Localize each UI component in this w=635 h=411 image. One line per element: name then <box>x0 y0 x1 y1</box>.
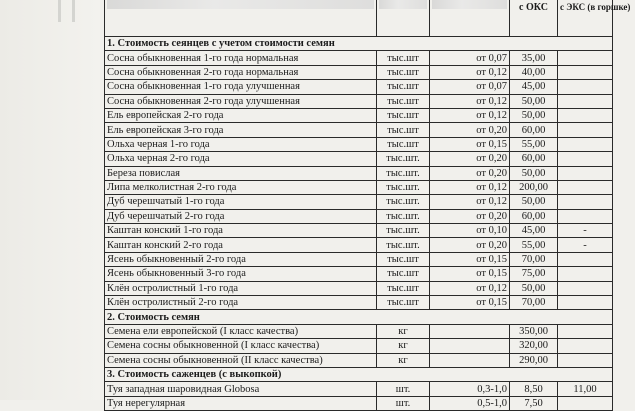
product-name-cell: Клён остролистный 2-го года <box>105 296 377 310</box>
table-row <box>105 65 613 79</box>
size-range-cell: от 0,15 <box>430 267 510 281</box>
price-cell: 320,00 <box>510 339 558 353</box>
unit-cell: тыс.шт. <box>377 166 430 180</box>
product-name-cell: Береза повислая <box>105 166 377 180</box>
size-range-cell <box>430 339 510 353</box>
price-cell: 50,00 <box>510 108 558 122</box>
table-row <box>105 252 613 266</box>
table-row <box>105 339 613 353</box>
price-with-pot-cell <box>558 339 613 353</box>
price-cell: 55,00 <box>510 238 558 252</box>
size-range-cell: от 0,20 <box>430 152 510 166</box>
section-title: 3. Стоимость саженцев (с выкопкой) <box>105 367 613 381</box>
product-name-cell: Сосна обыкновенная 2-го года нормальная <box>105 65 377 79</box>
price-with-pot-cell <box>558 324 613 338</box>
section-row <box>105 367 613 381</box>
price-cell: 50,00 <box>510 166 558 180</box>
price-cell: 60,00 <box>510 152 558 166</box>
price-with-pot-cell <box>558 195 613 209</box>
unit-cell: тыс.шт <box>377 51 430 65</box>
table-row <box>105 94 613 108</box>
size-range-cell: от 0,15 <box>430 252 510 266</box>
unit-cell: кг <box>377 339 430 353</box>
table-row <box>105 224 613 238</box>
unit-cell: тыс.шт <box>377 281 430 295</box>
price-cell: 200,00 <box>510 180 558 194</box>
price-cell: 8,50 <box>510 382 558 396</box>
table-row <box>105 353 613 367</box>
product-name-cell: Липа мелколистная 2-го года <box>105 180 377 194</box>
section-title: 2. Стоимость семян <box>105 310 613 324</box>
size-range-cell <box>430 353 510 367</box>
price-cell: 35,00 <box>510 51 558 65</box>
price-with-pot-cell <box>558 51 613 65</box>
table-row <box>105 180 613 194</box>
table-row <box>105 80 613 94</box>
price-cell: 7,50 <box>510 396 558 410</box>
unit-cell: тыс.шт. <box>377 209 430 223</box>
scan-artifact <box>72 0 75 22</box>
table-row <box>105 152 613 166</box>
price-cell: 50,00 <box>510 94 558 108</box>
product-name-cell: Семена ели европейской (I класс качества) <box>105 324 377 338</box>
price-with-pot-cell: - <box>558 224 613 238</box>
unit-cell: тыс.шт <box>377 80 430 94</box>
price-with-pot-cell <box>558 267 613 281</box>
product-name-cell: Клён остролистный 1-го года <box>105 281 377 295</box>
unit-cell: тыс.шт <box>377 267 430 281</box>
product-name-cell: Ель европейская 2-го года <box>105 108 377 122</box>
product-name-cell: Каштан конский 2-го года <box>105 238 377 252</box>
table-row <box>105 108 613 122</box>
product-name-cell: Сосна обыкновенная 2-го года улучшенная <box>105 94 377 108</box>
price-with-pot-cell <box>558 65 613 79</box>
size-range-cell: от 0,12 <box>430 108 510 122</box>
product-name-cell: Дуб черешчатый 1-го года <box>105 195 377 209</box>
unit-cell: тыс.шт. <box>377 152 430 166</box>
price-with-pot-cell <box>558 353 613 367</box>
unit-cell: шт. <box>377 396 430 410</box>
price-with-pot-cell <box>558 396 613 410</box>
size-range-cell: от 0,20 <box>430 123 510 137</box>
price-cell: 60,00 <box>510 123 558 137</box>
unit-cell: тыс.шт <box>377 123 430 137</box>
size-range-cell: от 0,12 <box>430 94 510 108</box>
price-with-pot-cell <box>558 123 613 137</box>
table-row <box>105 209 613 223</box>
table-row <box>105 166 613 180</box>
price-with-pot-cell <box>558 166 613 180</box>
unit-cell: тыс.шт. <box>377 195 430 209</box>
price-with-pot-cell <box>558 152 613 166</box>
unit-cell: тыс.шт <box>377 296 430 310</box>
size-range-cell: от 0,07 <box>430 80 510 94</box>
price-cell: 50,00 <box>510 195 558 209</box>
size-range-cell: от 0,20 <box>430 238 510 252</box>
product-name-cell: Каштан конский 1-го года <box>105 224 377 238</box>
product-name-cell: Сосна обыкновенная 1-го года улучшенная <box>105 80 377 94</box>
price-with-pot-cell <box>558 209 613 223</box>
price-cell: 75,00 <box>510 267 558 281</box>
header-name-cell <box>105 0 377 37</box>
table-row <box>105 267 613 281</box>
price-cell: 50,00 <box>510 281 558 295</box>
table-row <box>105 238 613 252</box>
size-range-cell: 0,3-1,0 <box>430 382 510 396</box>
table-row <box>105 382 613 396</box>
table-row <box>105 396 613 410</box>
header-unit-cell <box>377 0 430 37</box>
size-range-cell: от 0,15 <box>430 296 510 310</box>
unit-cell: тыс.шт. <box>377 224 430 238</box>
price-cell: 60,00 <box>510 209 558 223</box>
price-cell: 70,00 <box>510 296 558 310</box>
scan-margin <box>0 0 100 400</box>
size-range-cell: от 0,20 <box>430 209 510 223</box>
unit-cell: тыс.шт <box>377 137 430 151</box>
unit-cell: тыс.шт <box>377 65 430 79</box>
product-name-cell: Туя нерегулярная <box>105 396 377 410</box>
unit-cell: шт. <box>377 382 430 396</box>
price-table <box>104 0 631 411</box>
product-name-cell: Семена сосны обыкновенной (I класс качества) <box>105 339 377 353</box>
size-range-cell: от 0,10 <box>430 224 510 238</box>
size-range-cell: от 0,12 <box>430 65 510 79</box>
header-vat-label: с ЭКС (в горшке) <box>558 0 613 37</box>
price-cell: 45,00 <box>510 80 558 94</box>
unit-cell: кг <box>377 353 430 367</box>
size-range-cell: от 0,12 <box>430 195 510 209</box>
size-range-cell: от 0,07 <box>430 51 510 65</box>
section-title: 1. Стоимость сеянцев с учетом стоимости семян <box>105 37 613 51</box>
price-cell: 70,00 <box>510 252 558 266</box>
product-name-cell: Ясень обыкновенный 2-го года <box>105 252 377 266</box>
product-name-cell: Ель европейская 3-го года <box>105 123 377 137</box>
product-name-cell: Ясень обыкновенный 3-го года <box>105 267 377 281</box>
table-row <box>105 137 613 151</box>
product-name-cell: Дуб черешчатый 2-го года <box>105 209 377 223</box>
size-range-cell <box>430 324 510 338</box>
unit-cell: тыс.шт <box>377 108 430 122</box>
product-name-cell: Ольха черная 1-го года <box>105 137 377 151</box>
unit-cell: тыс.шт <box>377 252 430 266</box>
price-with-pot-cell <box>558 80 613 94</box>
section-row <box>105 37 613 51</box>
price-cell: 290,00 <box>510 353 558 367</box>
header-price-label: с ОКС <box>510 0 558 37</box>
price-with-pot-cell <box>558 281 613 295</box>
price-with-pot-cell <box>558 108 613 122</box>
table-header-row <box>105 0 613 37</box>
product-name-cell: Ольха черная 2-го года <box>105 152 377 166</box>
table-row <box>105 123 613 137</box>
price-with-pot-cell <box>558 180 613 194</box>
unit-cell: тыс.шт. <box>377 180 430 194</box>
price-with-pot-cell <box>558 252 613 266</box>
price-with-pot-cell: 11,00 <box>558 382 613 396</box>
unit-cell: тыс.шт <box>377 94 430 108</box>
price-with-pot-cell <box>558 296 613 310</box>
size-range-cell: от 0,15 <box>430 137 510 151</box>
size-range-cell: от 0,12 <box>430 180 510 194</box>
price-cell: 45,00 <box>510 224 558 238</box>
table-row <box>105 296 613 310</box>
price-with-pot-cell <box>558 137 613 151</box>
price-with-pot-cell <box>558 94 613 108</box>
section-row <box>105 310 613 324</box>
scan-artifact <box>58 0 61 22</box>
size-range-cell: от 0,12 <box>430 281 510 295</box>
unit-cell: тыс.шт. <box>377 238 430 252</box>
table-row <box>105 51 613 65</box>
header-range-cell <box>430 0 510 37</box>
product-name-cell: Семена сосны обыкновенной (II класс качества) <box>105 353 377 367</box>
table-row <box>105 281 613 295</box>
size-range-cell: от 0,20 <box>430 166 510 180</box>
unit-cell: кг <box>377 324 430 338</box>
price-cell: 350,00 <box>510 324 558 338</box>
table-row <box>105 324 613 338</box>
price-cell: 55,00 <box>510 137 558 151</box>
table-row <box>105 195 613 209</box>
price-cell: 40,00 <box>510 65 558 79</box>
product-name-cell: Туя западная шаровидная Globosa <box>105 382 377 396</box>
size-range-cell: 0,5-1,0 <box>430 396 510 410</box>
price-with-pot-cell: - <box>558 238 613 252</box>
product-name-cell: Сосна обыкновенная 1-го года нормальная <box>105 51 377 65</box>
